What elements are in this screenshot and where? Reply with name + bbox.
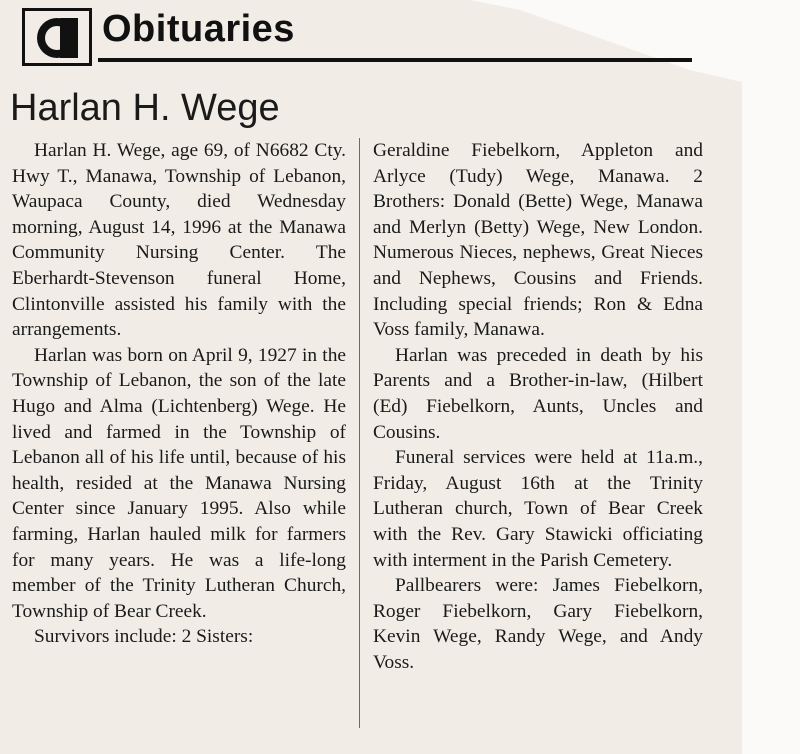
obituary-name-heading: Harlan H. Wege — [10, 87, 280, 129]
section-title: Obituaries — [102, 8, 295, 50]
paragraph-survivors-continued: Geraldine Fiebelkorn, Appleton and Arlyce (Tudy) Wege, Manawa. 2 Brothers: Donald (Bette) Wege, Manawa and Merlyn (Betty) Wege, New London. Numerous Nieces, nephews, Great Nieces and Nephews, Cousins and Friends. Including special friends; Ron & Edna Voss family, Manawa. — [373, 140, 703, 341]
paragraph-pallbearers: Pallbearers were: James Fiebelkorn, Roger Fiebelkorn, Gary Fiebelkorn, Kevin Wege, Randy Wege, and Andy Voss. — [373, 575, 703, 673]
obituaries-logo-icon — [22, 8, 92, 66]
section-header — [20, 6, 692, 68]
column-divider — [359, 138, 360, 728]
header-rule — [98, 58, 692, 62]
paragraph-preceded-in-death: Harlan was preceded in death by his Parents and a Brother-in-law, (Hilbert (Ed) Fiebelkorn, Aunts, Uncles and Cousins. — [373, 344, 703, 443]
paragraph-death-notice: Harlan H. Wege, age 69, of N6682 Cty. Hwy T., Manawa, Township of Lebanon, Waupaca County, died Wednesday morning, August 14, 1996 at the Manawa Community Nursing Center. The Eberhardt-Stevenson funeral Home, Clintonville assisted his family with the arrangements. — [12, 140, 346, 341]
left-column — [12, 138, 346, 650]
paragraph-biography: Harlan was born on April 9, 1927 in the Township of Lebanon, the son of the late Hugo and Alma (Lichtenberg) Wege. He lived and farmed in the Township of Lebanon all of his life until, because of his health, resided at the Manawa Nursing Center since January 1995. Also while farming, Harlan hauled milk for farmers for many years. He was a life-long member of the Trinity Lutheran Church, Township of Bear Creek. — [12, 344, 346, 622]
right-column — [373, 138, 703, 675]
paragraph-survivors-start: Survivors include: 2 Sisters: — [34, 626, 254, 648]
paragraph-funeral-services: Funeral services were held at 11a.m., Friday, August 16th at the Trinity Lutheran church, Town of Bear Creek with the Rev. Gary Stawicki officiating with interment in the Parish Cemetery. — [373, 447, 703, 571]
